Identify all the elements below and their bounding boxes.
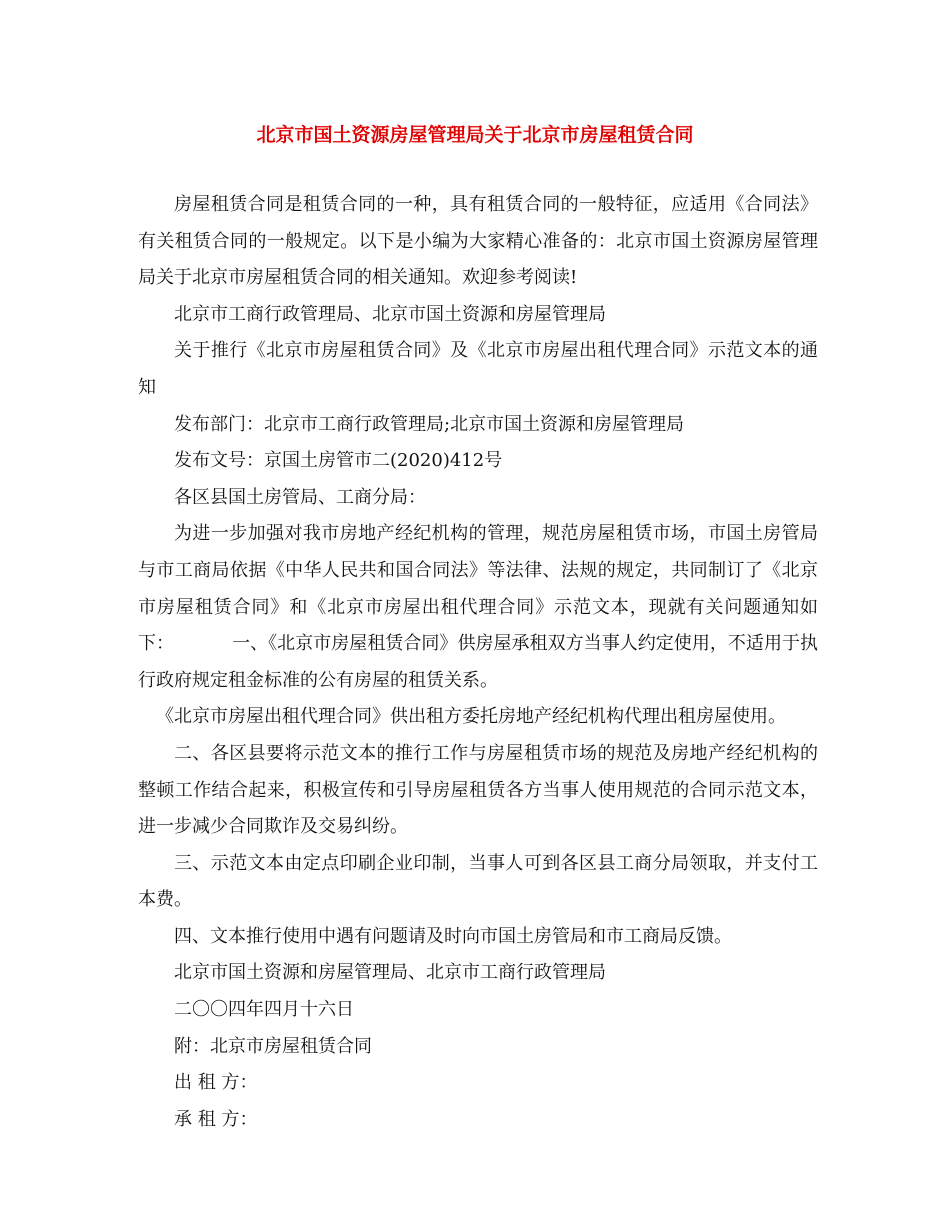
attachment-line: 附：北京市房屋租赁合同 [174, 1035, 372, 1057]
issuing-department-line: 发布部门：北京市工商行政管理局;北京市国土资源和房屋管理局 [174, 413, 685, 435]
agency-contract-paragraph: 《北京市房屋出租代理合同》供出租方委托房地产经纪机构代理出租房屋使用。 [156, 706, 786, 728]
item-four-paragraph: 四、文本推行使用中遇有问题请及时向市国土房管局和市工商局反馈。 [174, 925, 732, 947]
intro-paragraph: 房屋租赁合同是租赁合同的一种，具有租赁合同的一般特征，应适用《合同法》有关租赁合同的一般规定。以下是小编为大家精心准备的：北京市国土资源房屋管理局关于北京市房屋租赁合同的相关通知。欢迎参考阅读! [138, 194, 818, 289]
item-two-paragraph: 二、各区县要将示范文本的推行工作与房屋租赁市场的规范及房地产经纪机构的整顿工作结合起来，积极宣传和引导房屋租赁各方当事人使用规范的合同示范文本，进一步减少合同欺诈及交易纠纷。 [138, 742, 818, 838]
issuing-authorities-line: 北京市工商行政管理局、北京市国土资源和房屋管理局 [174, 303, 606, 325]
notice-body-text: 为进一步加强对我市房地产经纪机构的管理，规范房屋租赁市场，市国土房管局与市工商局依据《中华人民共和国合同法》等法律、法规的规定，共同制订了《北京市房屋租赁合同》和《北京市房屋出租代理合同》示范文本，现就有关问题通知如下： [138, 523, 818, 655]
notice-body-paragraph [138, 516, 818, 699]
notice-title-paragraph: 关于推行《北京市房屋租赁合同》及《北京市房屋出租代理合同》示范文本的通知 [138, 340, 818, 398]
document-number-line: 发布文号：京国土房管市二(2020)412号 [174, 450, 503, 472]
item-three-paragraph: 三、示范文本由定点印刷企业印制，当事人可到各区县工商分局领取，并支付工本费。 [138, 852, 818, 911]
lessee-line: 承 租 方： [174, 1108, 258, 1130]
document-body [138, 187, 818, 1138]
date-line: 二〇〇四年四月十六日 [174, 999, 354, 1021]
lessor-line: 出 租 方： [174, 1072, 258, 1094]
addressee-line: 各区县国土房管局、工商分局： [174, 486, 426, 508]
item-one-text: 一、《北京市房屋租赁合同》供房屋承租双方当事人约定使用，不适用于执行政府规定租金标准的公有房屋的租赁关系。 [138, 633, 819, 691]
signatory-line: 北京市国土资源和房屋管理局、北京市工商行政管理局 [174, 962, 606, 984]
document-title: 北京市国土资源房屋管理局关于北京市房屋租赁合同 [256, 124, 694, 146]
